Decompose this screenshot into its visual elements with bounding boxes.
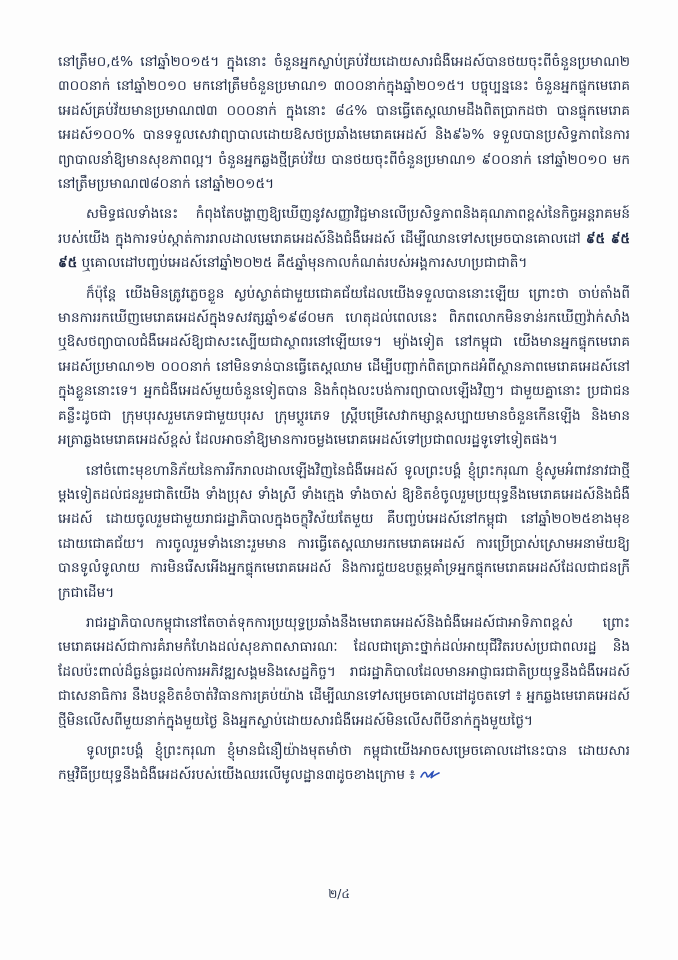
document-body — [58, 50, 630, 794]
page-number: ២/៤ — [328, 887, 350, 901]
paragraph-1: នៅត្រឹម០,៥% នៅឆ្នាំ២០១៥។ ក្នុងនោះ ចំនួនអ្នកស្លាប់គ្រប់វ័យដោយសារជំងឺអេដស៍បានថយចុះពីចំនួនប្រមាណ២ ៣០០នាក់ នៅឆ្នាំ២០១០ មកនៅត្រឹមចំនួនប្រមាណ១ ៣០០នាក់ក្នុងឆ្នាំ២០១៥។ បច្ចុប្បន្ននេះ ចំនួនអ្នកផ្ទុកមេរោគអេដស៍គ្រប់វ័យមានប្រមាណ៧៣ ០០០នាក់ ក្នុងនោះ ៨៤% បានធ្វើតេស្តឈាមដឹងពិតប្រាកដថា បានផ្ទុកមេរោគអេដស៍១០០% បានទទួលសេវាព្យាបាលដោយឱសថប្រឆាំងមេរោគអេដស៍ និង៩៦% ទទួលបានប្រសិទ្ធភាពនៃការព្យាបាលនាំឱ្យមានសុខភាពល្អ។ ចំនួនអ្នកឆ្លងថ្មីគ្រប់វ័យ បានថយចុះពីចំនួនប្រមាណ១ ៩០០នាក់ នៅឆ្នាំ២០១០ មកនៅត្រឹមប្រមាណ៧៨០នាក់ នៅឆ្នាំ២០១៥។ — [58, 54, 630, 193]
target-959595: ៩៥ ៩៥ ៩៥ — [58, 230, 631, 272]
initial-mark-icon — [419, 769, 441, 781]
paragraph-5: រាជរដ្ឋាភិបាលកម្ពុជានៅតែចាត់ទុកការប្រយុទ្ធប្រឆាំងនឹងមេរោគអេដស៍និងជំងឺអេដស៍ជាអាទិភាពខ្ពស់ ព្រោះមេរោគអេដស៍ជាការគំរាមកំហែងដល់សុខភាពសាធារណៈ ដែលជាគ្រោះថ្នាក់ដល់អាយុជីវិតរបស់ប្រជាពលរដ្ឋ និងដែលប៉ះពាល់ដ៏ធ្ងន់ធ្ងរដល់ការអភិវឌ្ឍសង្គមនិងសេដ្ឋកិច្ច។ រាជរដ្ឋាភិបាលដែលមានអាជ្ញាធរជាតិប្រយុទ្ធនឹងជំងឺអេដស៍ជាសេនាធិការ នឹងបន្តខិតខំចាត់វិធានការគ្រប់យ៉ាង ដើម្បីឈានទៅសម្រេចគោលដៅដូចតទៅ ៖ អ្នកឆ្លងមេរោគអេដស៍ថ្មីមិនលើសពីមួយនាក់ក្នុងមួយថ្ងៃ និងអ្នកស្លាប់ដោយសារជំងឺអេដស៍មិនលើសពីបីនាក់ក្នុងមួយថ្ងៃ។ — [58, 614, 630, 729]
paragraph-4: នៅចំពោះមុខហានិភ័យនៃការរីករាលដាលឡើងវិញនៃជំងឺអេដស៍ ទូលព្រះបង្គំ ខ្ញុំព្រះករុណា ខ្ញុំសូមអំពាវនាវជាថ្មីម្តងទៀតដល់ជនរួមជាតិយើង ទាំងប្រុស ទាំងស្រី ទាំងក្មេង ទាំងចាស់ ឱ្យខិតខំចូលរួមប្រយុទ្ធនឹងមេរោគអេដស៍និងជំងឺអេដស៍ ដោយចូលរួមជាមួយរាជរដ្ឋាភិបាលក្នុងចក្ខុវិស័យតែមួយ គឺបញ្ចប់អេដស៍នៅកម្ពុជា នៅឆ្នាំ២០២៥ខាងមុខដោយជោគជ័យ។ ការចូលរួមទាំងនោះរួមមាន ការធ្វើតេស្តឈាមរកមេរោគអេដស៍ ការប្រើប្រាស់ស្រោមអនាម័យឱ្យបានទូលំទូលាយ ការមិនរើសអើងអ្នកផ្ទុកមេរោគអេដស៍ និងការជួយឧបត្ថម្ភគាំទ្រអ្នកផ្ទុកមេរោគអេដស៍ដែលជាជនក្រីក្រជាដើម។ — [58, 462, 630, 601]
paragraph-6 — [58, 739, 630, 788]
paragraph-3: ក៏ប៉ុន្តែ យើងមិនត្រូវភ្លេចខ្លួន ស្ងប់ស្ងាត់ជាមួយជោគជ័យដែលយើងទទួលបាននោះឡើយ ព្រោះថា ចាប់តាំងពីមានការរកឃើញមេរោគអេដស៍ក្នុងទសវត្សឆ្នាំ១៩៨០មក ហេតុដល់ពេលនេះ ពិភពលោកមិនទាន់រកឃើញវ៉ាក់សាំង ឬឱសថព្យាបាលជំងឺអេដស៍ឱ្យជាសះស្បើយជាស្ថាពរនៅឡើយទេ។ ម្យ៉ាងទៀត នៅកម្ពុជា យើងមានអ្នកផ្ទុកមេរោគអេដស៍ប្រមាណ១២ ០០០នាក់ នៅមិនទាន់បានធ្វើតេស្តឈាម ដើម្បីបញ្ជាក់ពិតប្រាកដអំពីស្ថានភាពមេរោគអេដស៍នៅក្នុងខ្លួននោះទេ។ អ្នកជំងឺអេដស៍មួយចំនួនទៀតបាន និងកំពុងលះបង់ការព្យាបាលឡើងវិញ។ ជាមួយគ្នានោះ ប្រជាជនគន្លឹះដូចជា ក្រុមបុរសរួមភេទជាមួយបុរស ក្រុមប្តូរភេទ ស្ត្រីបម្រើសេវាកម្សាន្តសប្បាយមានចំនួនកើនឡើង និងមានអត្រាឆ្លងមេរោគអេដស៍ខ្ពស់ ដែលអាចនាំឱ្យមានការចម្លងមេរោគអេដស៍ទៅប្រជាពលរដ្ឋទូទៅទៀតផង។ — [58, 285, 630, 449]
paragraph-2 — [58, 202, 630, 275]
paragraph-2-text-before: សមិទ្ធផលទាំងនេះ កំពុងតែបង្ហាញឱ្យឃើញនូវសញ្ញាវិជ្ជមានលើប្រសិទ្ធភាពនិងគុណភាពខ្ពស់នៃកិច្ចអន្តរាគមន៍របស់យើង ក្នុងការទប់ស្កាត់ការរាលដាលមេរោគអេដស៍និងជំងឺអេដស៍ ដើម្បីឈានទៅសម្រេចបានគោលដៅ — [58, 206, 630, 247]
paragraph-2-text-after: ឬគោលដៅបញ្ចប់អេដស៍នៅឆ្នាំ២០២៥ គឺ៥ឆ្នាំមុនកាលកំណត់របស់អង្គការសហប្រជាជាតិ។ — [77, 255, 528, 272]
paragraph-6-text: ទូលព្រះបង្គំ ខ្ញុំព្រះករុណា ខ្ញុំមានជំនឿយ៉ាងមុតមាំថា កម្ពុជាយើងអាចសម្រេចគោលដៅនេះបាន ដោយសារកម្មវិធីប្រយុទ្ធនឹងជំងឺអេដស៍របស់យើងឈរលើមូលដ្ឋាន៣ដូចខាងក្រោម ៖ — [58, 742, 630, 784]
